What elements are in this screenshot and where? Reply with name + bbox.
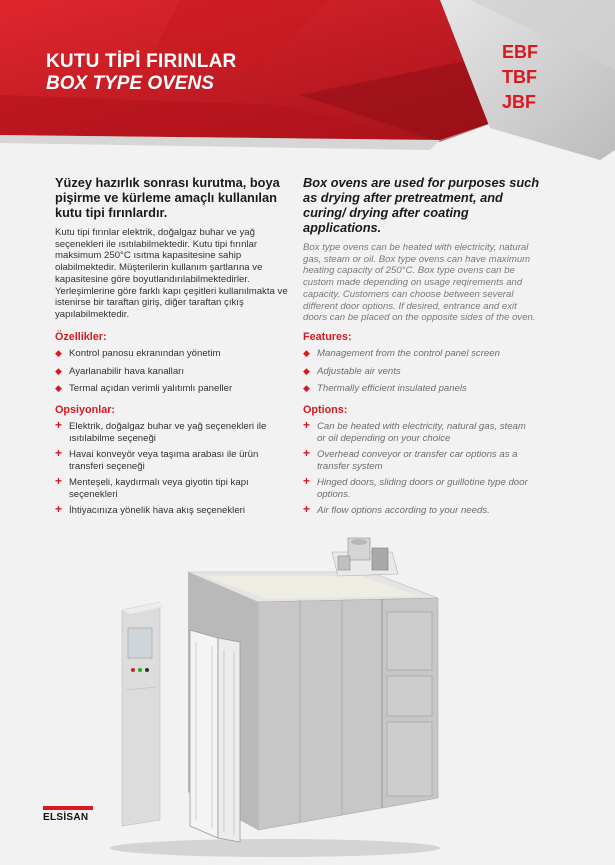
right-lead: Box ovens are used for purposes such as drying after pretreatment, and curing/ drying after coating applications.	[303, 175, 540, 235]
title-turkish: KUTU TİPİ FIRINLAR	[46, 51, 237, 72]
left-lead: Yüzey hazırlık sonrası kurutma, boya pişirme ve kürleme amaçlı kullanılan kutu tipi fırınlardır.	[55, 175, 280, 220]
oven-doors	[190, 630, 240, 842]
list-item: ◆ Thermally efficient insulated panels	[303, 383, 467, 394]
list-item: ◆ Kontrol panosu ekranından yönetim	[55, 348, 221, 359]
list-item: + Havai konveyör veya taşıma arabası ile ürün transferi seçeneği	[55, 446, 259, 472]
list-item: + Can be heated with electricity, natural gas, steam or oil depending on your choice	[303, 418, 526, 444]
options-title-tr: Opsiyonlar:	[55, 404, 115, 416]
right-column	[303, 175, 543, 324]
options-title-en: Options:	[303, 404, 348, 416]
box-oven-illustration	[100, 530, 450, 860]
title-english: BOX TYPE OVENS	[46, 73, 214, 94]
left-column	[55, 175, 298, 321]
plus-icon: +	[303, 418, 311, 432]
list-item: + Hinged doors, sliding doors or guillotine type door options.	[303, 474, 528, 500]
list-item: + Elektrik, doğalgaz buhar ve yağ seçenekleri ile ısıtılabilme seçeneği	[55, 418, 267, 444]
burner-unit	[332, 538, 398, 576]
diamond-bullet-icon: ◆	[55, 365, 62, 376]
logo-text: ELSİSAN	[43, 812, 89, 823]
product-codes	[502, 40, 538, 115]
code-tbf: TBF	[502, 67, 537, 87]
diamond-bullet-icon: ◆	[55, 348, 62, 358]
left-body: Kutu tipi fırınlar elektrik, doğalgaz buhar ve yağ seçenekleri ile ısıtılabilmektedir. Kutu tipi fırınlar maksimum 250°C ısıtma kapasitesine sahip olabilmektedir. Müşterilerin kullanım şartlarına ve kapasitesine göre boyutlandırılabilmektedirler. Yerleşimlerine göre farklı kapı çeşitleri kullanılmakta ve istenirse bir taraftan giriş, diğer taraftan çıkış yapılabilmektedir.	[55, 227, 288, 320]
options-list-tr	[55, 418, 290, 517]
features-title-tr: Özellikler:	[55, 331, 107, 343]
features-list-tr	[55, 348, 295, 395]
plus-icon: +	[303, 502, 311, 516]
plus-icon: +	[303, 474, 311, 488]
plus-icon: +	[55, 474, 63, 488]
plus-icon: +	[303, 446, 311, 460]
list-item: ◆ Management from the control panel screen	[303, 348, 500, 359]
features-list-en	[303, 348, 543, 395]
diamond-bullet-icon: ◆	[303, 365, 310, 376]
diamond-bullet-icon: ◆	[55, 383, 62, 393]
diamond-bullet-icon: ◆	[303, 348, 310, 358]
diamond-bullet-icon: ◆	[303, 383, 310, 393]
list-item: ◆ Adjustable air vents	[303, 365, 401, 377]
logo-bar	[43, 806, 93, 810]
elsisan-logo	[43, 806, 93, 823]
list-item: + İhtiyacınıza yönelik hava akış seçenekleri	[55, 502, 245, 516]
right-body: Box type ovens can be heated with electricity, natural gas, steam or oil. Box type ovens can have maximum heating capacity of 250°C. Box type ovens can be custom made depending on usage reqirements and capacity. Customers can choose between several different door options. If desired, entrance and exit doors can be placed on the opposite sides of the oven.	[303, 242, 536, 324]
options-list-en	[303, 418, 535, 517]
plus-icon: +	[55, 418, 63, 432]
code-ebf: EBF	[502, 42, 538, 62]
control-cabinet	[122, 602, 166, 826]
list-item: ◆ Termal açıdan verimli yalıtımlı paneller	[55, 383, 233, 394]
code-jbf: JBF	[502, 92, 537, 112]
floor-shadow	[110, 839, 440, 857]
list-item: + Menteşeli, kaydırmalı veya giyotin tipi kapı seçenekleri	[55, 474, 249, 500]
plus-icon: +	[55, 502, 63, 516]
features-title-en: Features:	[303, 331, 352, 343]
list-item: + Air flow options according to your needs.	[303, 502, 490, 516]
list-item: ◆ Ayarlanabilir hava kanalları	[55, 365, 185, 377]
plus-icon: +	[55, 446, 63, 460]
list-item: + Overhead conveyor or transfer car options as a transfer system	[303, 446, 518, 472]
